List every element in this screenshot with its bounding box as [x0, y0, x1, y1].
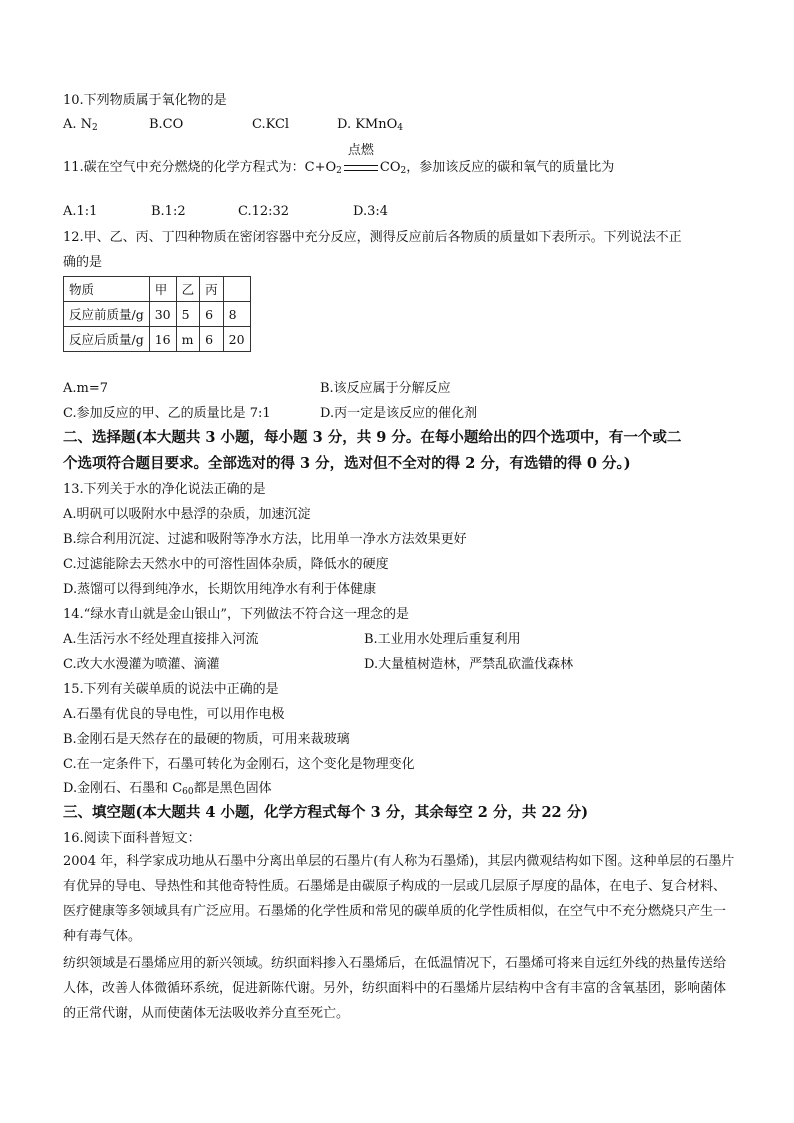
q12-option-d: D.丙一定是该反应的催化剂: [320, 406, 478, 421]
q12-option-c: C.参加反应的甲、乙的质量比是 7:1: [63, 406, 271, 421]
q12-option-a: A.m=7: [63, 381, 109, 396]
table-header-row: [64, 277, 251, 302]
table-cell: 5: [176, 302, 200, 327]
q10-option-a-sub: 2: [92, 123, 98, 133]
q16-paragraph-1: 2004 年，科学家成功地从石墨中分离出单层的石墨片(有人称为石墨烯)，其层内微观结构如下图。这种单层的石墨片有优异的导电、导热性和其他奇特性质。石墨烯是由碳原子构成的一层或几层原子厚度的晶体，在电子、复合材料、医疗健康等多领域具有广泛应用。石墨烯的化学性质和常见的碳单质的化学性质相似，在空气中不充分燃烧只产生一种有毒气体。: [63, 854, 735, 944]
q13-stem: 13.下列关于水的净化说法正确的是: [63, 482, 266, 497]
q14-option-b: B.工业用水处理后重复利用: [364, 632, 521, 647]
table-row: [64, 302, 251, 327]
q10-option-a-text: A. N: [63, 117, 93, 132]
table-cell: 8: [223, 302, 250, 327]
section2-title-line1: 二、选择题(本大题共 3 小题，每小题 3 分，共 9 分。在每小题给出的四个选项中，有一个或二: [63, 429, 682, 446]
table-header-cell: 甲: [149, 277, 176, 302]
q15-option-c: C.在一定条件下，石墨可转化为金刚石，这个变化是物理变化: [63, 757, 415, 772]
q11-option-a: A.1:1: [63, 204, 98, 219]
table-cell: 16: [149, 327, 176, 352]
q11-option-b: B.1:2: [151, 204, 186, 219]
table-header-cell: 丙: [200, 277, 224, 302]
table-cell: 反应后质量/g: [64, 327, 150, 352]
table-cell: m: [176, 327, 200, 352]
q15-option-b: B.金刚石是天然存在的最硬的物质，可用来裁玻璃: [63, 732, 350, 747]
q15-option-d-sub: 60: [182, 787, 194, 797]
q13-option-c: C.过滤能除去天然水中的可溶性固体杂质，降低水的硬度: [63, 557, 389, 572]
q11-reaction-arrow: [344, 143, 378, 177]
q11-option-d: D.3:4: [353, 204, 389, 219]
section3-title: 三、填空题(本大题共 4 小题，化学方程式每个 3 分，其余每空 2 分，共 22 分): [63, 804, 589, 821]
q10-option-c: C.KCl: [252, 117, 290, 132]
q11-o2-sub: 2: [336, 166, 342, 176]
table-header-cell: 乙: [176, 277, 200, 302]
table-cell: 20: [223, 327, 250, 352]
q12-table: [63, 276, 251, 352]
q10-stem: 10.下列物质属于氧化物的是: [63, 93, 227, 108]
q11-condition: 点燃: [347, 143, 374, 158]
table-header-cell: [223, 277, 250, 302]
q16-stem: 16.阅读下面科普短文：: [63, 831, 201, 846]
q12-stem-line1: 12.甲、乙、丙、丁四种物质在密闭容器中充分反应，测得反应前后各物质的质量如下表所示。下列说法不正: [63, 230, 682, 245]
q11-option-c: C.12:32: [238, 204, 290, 219]
section2-title-line2: 个选项符合题目要求。全部选对的得 3 分，选对但不全对的得 2 分，有选错的得 0 分。): [63, 455, 631, 472]
q14-option-c: C.改大水漫灌为喷灌、滴灌: [63, 657, 220, 672]
q15-option-d-prefix: D.金刚石、石墨和 C: [63, 781, 183, 796]
q14-option-d: D.大量植树造林，严禁乱砍滥伐森林: [364, 657, 574, 672]
q15-stem: 15.下列有关碳单质的说法中正确的是: [63, 682, 279, 697]
q11-product: CO: [379, 160, 401, 175]
q13-option-b: B.综合利用沉淀、过滤和吸附等净水方法，比用单一净水方法效果更好: [63, 532, 467, 547]
q15-option-a: A.石墨有优良的导电性，可以用作电极: [63, 707, 285, 722]
table-header-cell: 物质: [64, 277, 150, 302]
equals-sign-icon: [344, 165, 378, 171]
q10-option-d-text: D. KMnO: [337, 117, 398, 132]
q15-option-d-suffix: 都是黑色固体: [193, 781, 272, 796]
q13-option-a: A.明矾可以吸附水中悬浮的杂质，加速沉淀: [63, 507, 311, 522]
q16-paragraph-2: 纺织领域是石墨烯应用的新兴领域。纺织面料掺入石墨烯后，在低温情况下，石墨烯可将来自远红外线的热量传送给人体，改善人体微循环系统，促进新陈代谢。另外，纺织面料中的石墨烯片层结构中含有丰富的含氧基团，影响菌体的正常代谢，从而使菌体无法吸收养分直至死亡。: [63, 956, 727, 1021]
q10-option-d: [337, 116, 403, 137]
q10-option-b: B.CO: [149, 117, 184, 132]
table-cell: 6: [200, 327, 224, 352]
q11-co2-sub: 2: [400, 166, 407, 176]
q11-stem: [63, 143, 615, 180]
q11-stem-suffix: ，参加该反应的碳和氧气的质量比为: [406, 160, 615, 175]
q13-option-d: D.蒸馏可以得到纯净水，长期饮用纯净水有利于体健康: [63, 582, 377, 597]
q11-stem-prefix: 11.碳在空气中充分燃烧的化学方程式为：C+O: [63, 160, 337, 175]
q15-option-d: [63, 780, 272, 801]
q10-option-a: [63, 116, 98, 137]
q12-option-b: B.该反应属于分解反应: [320, 381, 451, 396]
table-cell: 6: [200, 302, 224, 327]
table-row: [64, 327, 251, 352]
q10-option-d-sub: 4: [397, 123, 404, 133]
q12-stem-line2: 确的是: [63, 255, 103, 270]
table-cell: 30: [149, 302, 176, 327]
q14-stem: 14.“绿水青山就是金山银山”，下列做法不符合这一理念的是: [63, 607, 409, 622]
q14-option-a: A.生活污水不经处理直接排入河流: [63, 632, 259, 647]
table-cell: 反应前质量/g: [64, 302, 150, 327]
